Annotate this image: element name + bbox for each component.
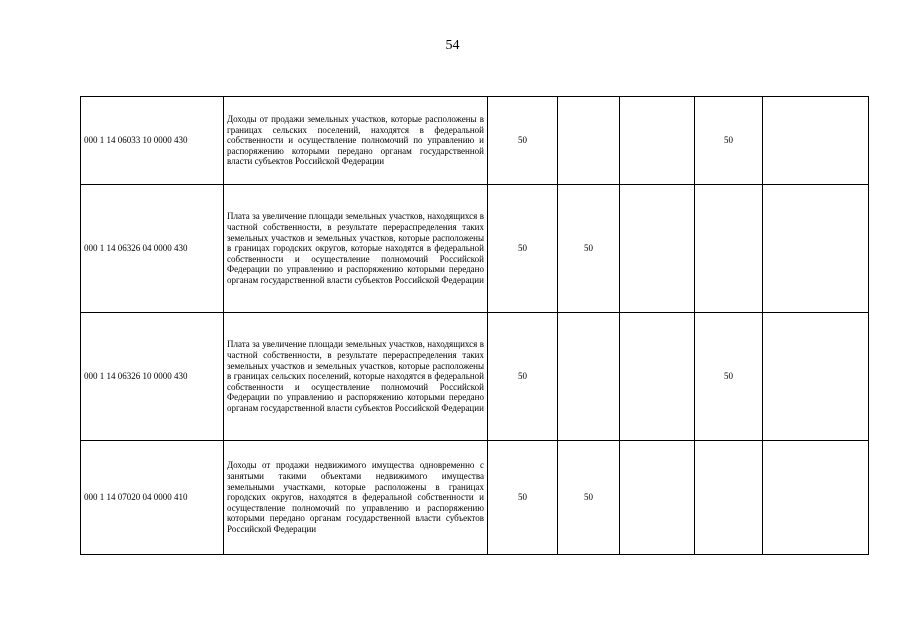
value-col-1: 50: [488, 441, 558, 555]
value-col-5: [763, 441, 869, 555]
value-col-4: [695, 441, 763, 555]
budget-code: 000 1 14 06326 04 0000 430: [81, 185, 224, 313]
value-col-1: 50: [488, 313, 558, 441]
value-col-4: [695, 185, 763, 313]
page-number: 54: [445, 38, 460, 53]
value-col-4: 50: [695, 97, 763, 185]
table-row: [81, 185, 869, 313]
revenue-table: [80, 96, 869, 555]
value-col-2: 50: [558, 441, 620, 555]
table-row: [81, 441, 869, 555]
value-col-3: [620, 441, 695, 555]
value-col-5: [763, 313, 869, 441]
value-col-5: [763, 97, 869, 185]
budget-code: 000 1 14 06326 10 0000 430: [81, 313, 224, 441]
value-col-1: 50: [488, 97, 558, 185]
revenue-description: Плата за увеличение площади земельных участков, находящихся в частной собственности, в результате перераспределения таких земельных участков и земельных участков, которые расположены в границах городских округов, которые находятся в федеральной собственности и осуществление полномочий Российской Федерации по управлению и распоряжению которыми передано органам государственной власти субъектов Российской Федерации: [224, 185, 488, 313]
table-row: [81, 97, 869, 185]
value-col-3: [620, 313, 695, 441]
value-col-2: 50: [558, 185, 620, 313]
value-col-5: [763, 185, 869, 313]
budget-code: 000 1 14 07020 04 0000 410: [81, 441, 224, 555]
value-col-1: 50: [488, 185, 558, 313]
revenue-description: Доходы от продажи земельных участков, которые расположены в границах сельских поселений, находятся в федеральной собственности и осуществление полномочий по управлению и распоряжению которыми передано органам государственной власти субъектов Российской Федерации: [224, 97, 488, 185]
value-col-2: [558, 97, 620, 185]
value-col-4: 50: [695, 313, 763, 441]
value-col-3: [620, 185, 695, 313]
revenue-description: Доходы от продажи недвижимого имущества одновременно с занятыми такими объектами недвижимого имущества земельными участками, которые расположены в границах городских округов, находятся в федеральной собственности и осуществление полномочий по управлению и распоряжению которыми передано органам государственной власти субъектов Российской Федерации: [224, 441, 488, 555]
budget-code: 000 1 14 06033 10 0000 430: [81, 97, 224, 185]
table-row: [81, 313, 869, 441]
value-col-3: [620, 97, 695, 185]
value-col-2: [558, 313, 620, 441]
revenue-description: Плата за увеличение площади земельных участков, находящихся в частной собственности, в результате перераспределения таких земельных участков и земельных участков, которые расположены в границах сельских поселений, которые находятся в федеральной собственности и осуществление полномочий Российской Федерации по управлению и распоряжению которыми передано органам государственной власти субъектов Российской Федерации: [224, 313, 488, 441]
